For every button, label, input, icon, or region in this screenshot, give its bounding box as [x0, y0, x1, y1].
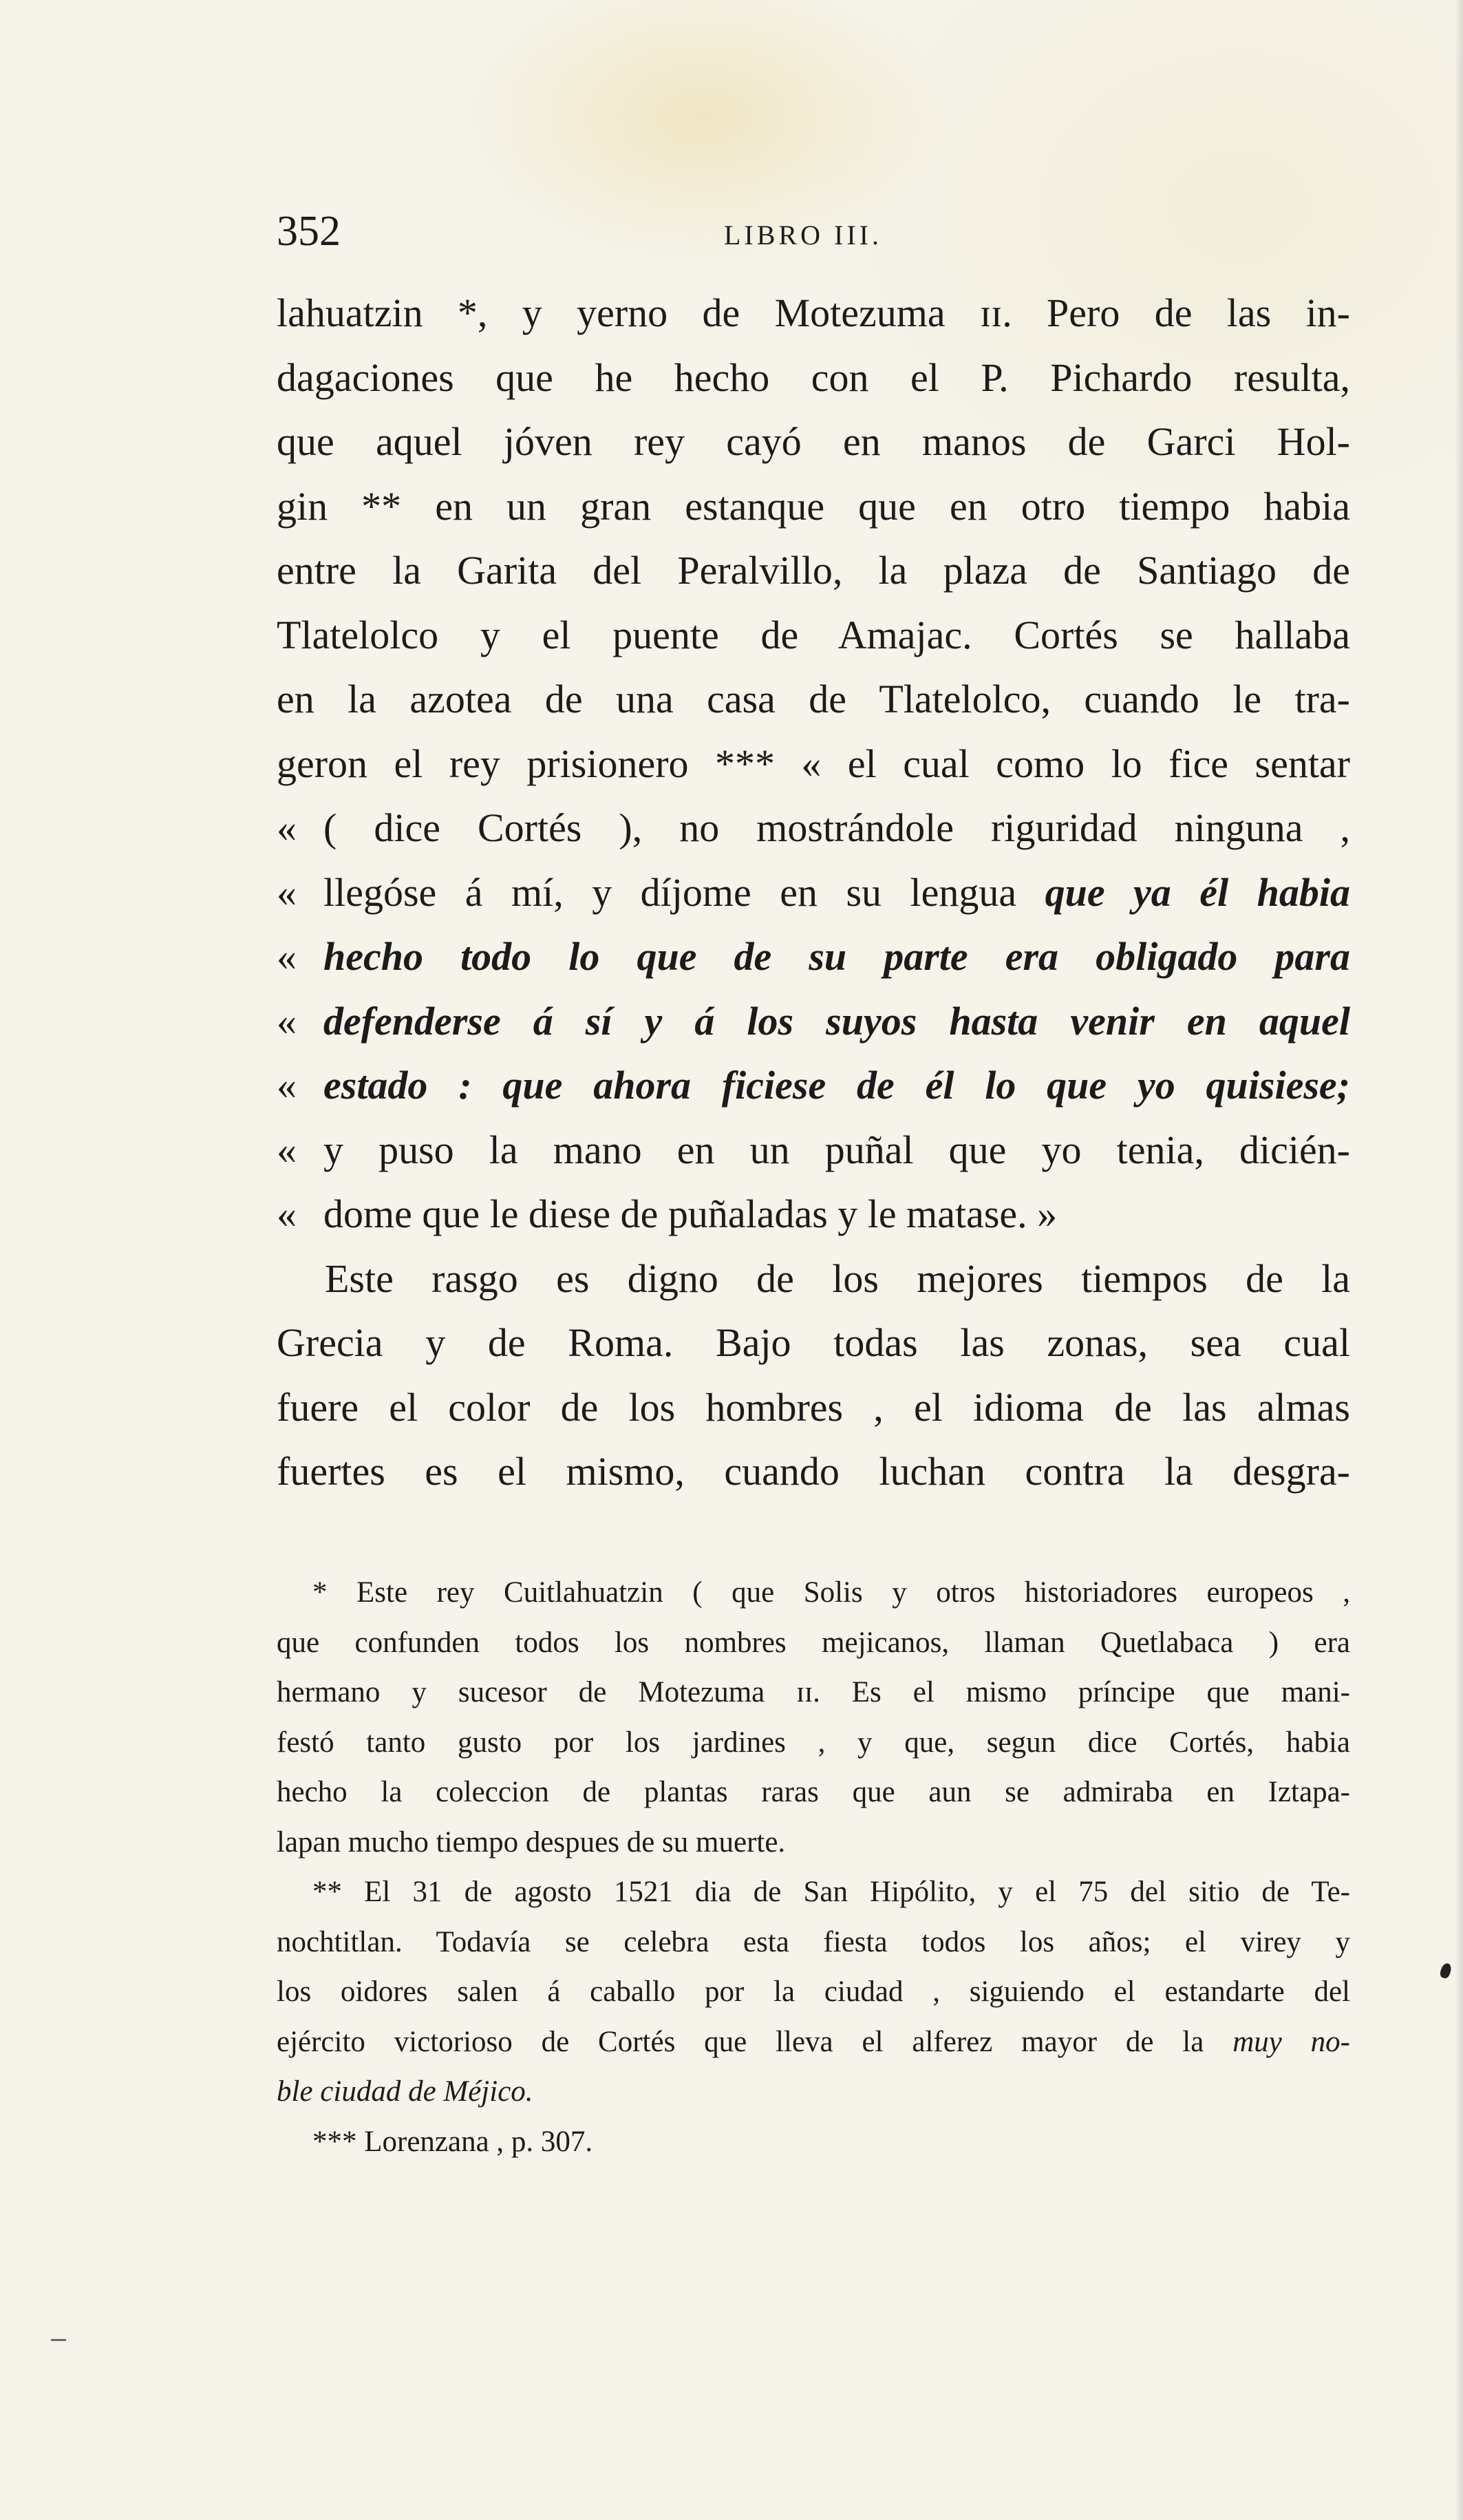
footnote-italic-line: ble ciudad de Méjico. — [277, 2075, 533, 2108]
quote-text: dome que le diese de puñaladas y le matase. » — [323, 1192, 1058, 1236]
quote-line — [277, 924, 1350, 989]
text-line: entre la Garita del Peralvillo, la plaza de Santiago de — [277, 548, 1350, 593]
footnote-line: lapan mucho tiempo despues de su muerte. — [277, 1825, 786, 1859]
text-line: gin ** en un gran estanque que en otro tiempo habia — [277, 483, 1350, 529]
footnote-italic-text: muy no- — [1232, 2025, 1350, 2058]
paragraph-first-line: Este rasgo es digno de los mejores tiempos de la — [325, 1256, 1350, 1301]
footnote-line: hermano y sucesor de Motezuma ɪɪ. Es el mismo príncipe que mani- — [277, 1676, 1350, 1708]
footnote-line — [277, 2018, 1350, 2068]
quote-mark: « — [277, 869, 297, 915]
footnote-line: nochtitlan. Todavía se celebra esta fiesta todos los años; el virey y — [277, 1925, 1350, 1958]
page-header — [277, 204, 1350, 259]
text-line: dagaciones que he hecho con el P. Pichardo resulta, — [277, 354, 1350, 400]
ink-blot-mark — [1439, 1962, 1453, 1979]
text-line: lahuatzin *, y yerno de Motezuma ɪɪ. Pero de las in- — [277, 290, 1350, 335]
quote-text: ( dice Cortés ), no mostrándole riguridad ninguna , — [323, 805, 1350, 850]
footnote-line: festó tanto gusto por los jardines , y que, segun dice Cortés, habia — [277, 1726, 1350, 1759]
quote-mark: « — [277, 805, 297, 850]
text-line: Grecia y de Roma. Bajo todas las zonas, sea cual — [277, 1320, 1350, 1365]
quote-line — [277, 1118, 1350, 1183]
text-line: que aquel jóven rey cayó en manos de Garci Hol- — [277, 419, 1350, 464]
text-line: geron el rey prisionero *** « el cual como lo fice sentar — [277, 741, 1350, 786]
main-text-block — [277, 281, 1350, 1504]
margin-dash-mark — [51, 2339, 66, 2341]
quote-text: y puso la mano en un puñal que yo tenia, dicién- — [323, 1127, 1350, 1172]
footnote-line: que confunden todos los nombres mejicanos, llaman Quetlabaca ) era — [277, 1626, 1350, 1659]
text-line: fuertes es el mismo, cuando luchan contra la desgra- — [277, 1449, 1350, 1494]
quote-mark: « — [277, 1127, 297, 1172]
footnote-line: * Este rey Cuitlahuatzin ( que Solis y otros historiadores europeos , — [312, 1576, 1350, 1609]
text-line: Tlatelolco y el puente de Amajac. Cortés se hallaba — [277, 612, 1350, 657]
text-line: en la azotea de una casa de Tlatelolco, cuando le tra- — [277, 677, 1350, 721]
footnote-line: *** Lorenzana , p. 307. — [312, 2125, 593, 2158]
footnote-line: hecho la coleccion de plantas raras que aun se admiraba en Iztapa- — [277, 1776, 1350, 1808]
quote-line — [277, 860, 1350, 925]
text-line: fuere el color de los hombres , el idioma de las almas — [277, 1384, 1350, 1430]
quote-mark: « — [277, 1192, 297, 1236]
italic-quote-text: estado : que ahora ficiese de él lo que yo quisiese; — [323, 1063, 1350, 1108]
italic-quote-text: hecho todo lo que de su parte era obligado para — [323, 934, 1350, 979]
page-edge-shadow — [1455, 0, 1463, 2520]
footnote-line: ** El 31 de agosto 1521 dia de San Hipólito, y el 75 del sitio de Te- — [312, 1876, 1350, 1908]
footnotes-block — [277, 1568, 1350, 2167]
footnote-text: ejército victorioso de Cortés que lleva el alferez mayor de la — [277, 2025, 1233, 2058]
footnote-line: los oidores salen á caballo por la ciudad , siguiendo el estandarte del — [277, 1976, 1350, 2008]
quote-mark: « — [277, 1063, 297, 1108]
quote-mark: « — [277, 934, 297, 979]
quote-line — [277, 989, 1350, 1054]
quote-line — [277, 1053, 1350, 1118]
quote-line — [277, 796, 1350, 860]
quote-text: llegóse á mí, y díjome en su lengua — [323, 869, 1045, 915]
italic-quote-text: defenderse á sí y á los suyos hasta venir en aquel — [323, 998, 1350, 1044]
running-head: LIBRO III. — [724, 220, 882, 251]
page-number: 352 — [277, 208, 341, 255]
quote-mark: « — [277, 998, 297, 1044]
quote-line — [277, 1182, 1350, 1247]
italic-quote-text: que ya él habia — [1045, 869, 1350, 915]
